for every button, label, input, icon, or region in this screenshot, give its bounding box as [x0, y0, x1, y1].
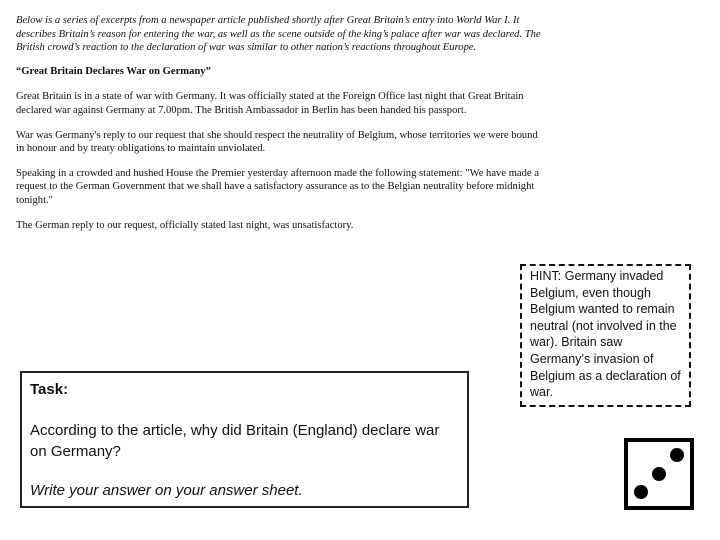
task-question: According to the article, why did Britain (England) declare war on Germany? [30, 422, 440, 460]
die-pip [670, 448, 684, 462]
task-title: Task: [30, 381, 69, 398]
die-three-icon [624, 438, 694, 510]
article-intro: Below is a series of excerpts from a newspaper article published shortly after Great Britain’s entry into World War I. It describes Britain’s reason for entering the war, as well as the scene outside of the king’s palace after war was declared. The British crowd’s reaction to the declaration of war was similar to other nation’s reactions throughout Europe. [16, 15, 541, 54]
hint-text: HINT: Germany invaded Belgium, even though Belgium wanted to remain neutral (not involved in the war). Britain saw Germany’s invasion of Belgium as a declaration of war. [530, 269, 681, 400]
die-pip [652, 467, 666, 481]
task-box [20, 371, 469, 508]
article-paragraph: Great Britain is in a state of war with Germany. It was officially stated at the Foreign Office last night that Great Britain declared war against Germany at 7.00pm. The British Ambassador in Berlin has been handed his passport. [16, 91, 524, 116]
article-headline: “Great Britain Declares War on Germany” [16, 65, 211, 77]
hint-box [520, 264, 691, 407]
task-instruction: Write your answer on your answer sheet. [30, 482, 303, 499]
article-paragraph: War was Germany's reply to our request that she should respect the neutrality of Belgium, whose territories we were bound in honour and by treaty obligations to maintain unviolated. [16, 129, 538, 155]
article-paragraph: The German reply to our request, officially stated last night, was unsatisfactory. [16, 219, 354, 231]
article-excerpt [16, 14, 546, 243]
die-pip [634, 485, 648, 499]
article-paragraph: Speaking in a crowded and hushed House the Premier yesterday afternoon made the following statement: "We have made a request to the German Government that we shall have a satisfactory assurance as to the Belgian neutrality before midnight tonight." [16, 167, 539, 206]
